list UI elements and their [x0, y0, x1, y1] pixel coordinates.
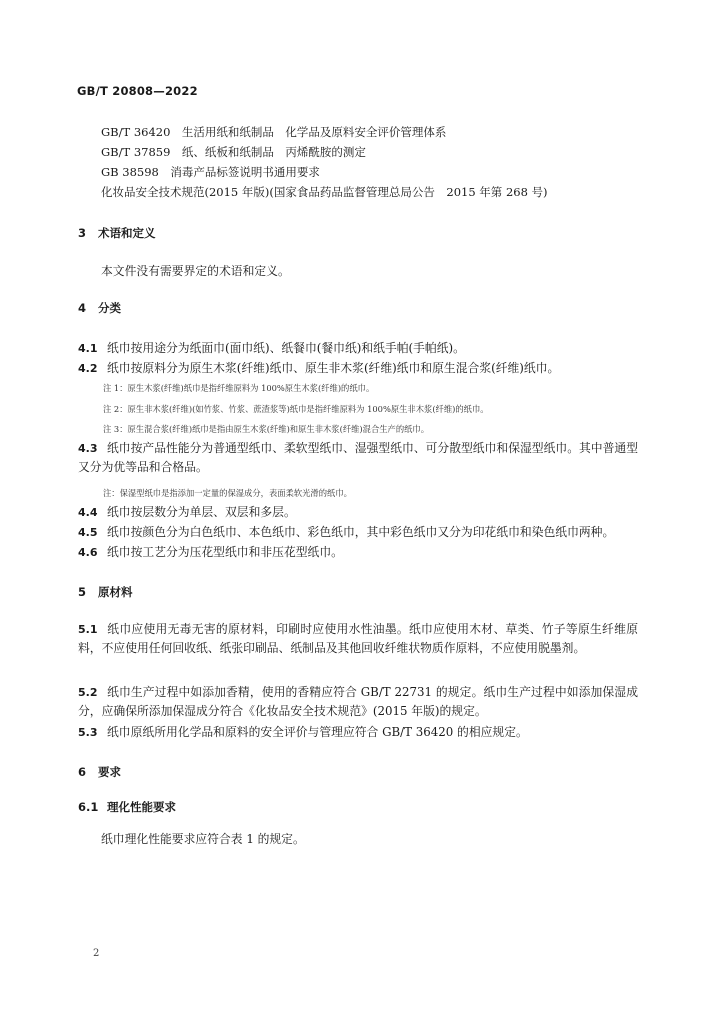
clause-4-6: [78, 543, 343, 560]
subsection-heading-6-1: [78, 799, 176, 815]
clause-4-5: [78, 523, 614, 540]
clause-number: 4.3: [78, 442, 98, 455]
clause-text: 纸巾按原料分为原生木浆(纤维)纸巾、原生非木浆(纤维)纸巾和原生混合浆(纤维)纸巾。: [107, 361, 560, 375]
clause-5-1: [78, 620, 638, 658]
clause-text: 纸巾按用途分为纸面巾(面巾纸)、纸餐巾(餐巾纸)和纸手帕(手帕纸)。: [107, 341, 465, 355]
clause-number: 4.2: [78, 362, 98, 375]
clause-4-1: [78, 339, 465, 356]
section-number: 5: [78, 585, 87, 599]
clause-text: 纸巾按颜色分为白色纸巾、本色纸巾、彩色纸巾，其中彩色纸巾又分为印花纸巾和染色纸巾两种。: [107, 525, 615, 539]
reference-line: GB/T 36420 生活用纸和纸制品 化学品及原料安全评价管理体系: [101, 125, 447, 139]
section-title: 原材料: [98, 585, 133, 599]
section-heading-6: [78, 764, 121, 780]
section-number: 3: [78, 226, 87, 240]
clause-4-4: [78, 503, 296, 520]
clause-number: 5.3: [78, 726, 98, 739]
note-2: 注 2：原生非木浆(纤维)(如竹浆、竹浆、蔗渣浆等)纸巾是指纤维原料为 100%原生非木浆(纤维)的纸巾。: [103, 404, 489, 414]
note-1: 注 1：原生木浆(纤维)纸巾是指纤维原料为 100%原生木浆(纤维)的纸巾。: [103, 383, 375, 393]
section-heading-3: [78, 225, 156, 241]
clause-4-3: [78, 439, 638, 477]
subsection-number: 6.1: [78, 800, 99, 814]
reference-line: 化妆品安全技术规范(2015 年版)(国家食品药品监督管理总局公告 2015 年第 268 号): [101, 185, 548, 199]
clause-number: 4.6: [78, 546, 98, 559]
page-number: 2: [93, 948, 100, 959]
section-heading-5: [78, 584, 133, 600]
section-number: 4: [78, 301, 87, 315]
section-number: 6: [78, 765, 87, 779]
section-3-text: 本文件没有需要界定的术语和定义。: [101, 264, 290, 278]
clause-text: 纸巾原纸所用化学品和原料的安全评价与管理应符合 GB/T 36420 的相应规定。: [107, 725, 528, 739]
clause-text: 纸巾生产过程中如添加香精，使用的香精应符合 GB/T 22731 的规定。纸巾生产过程中如添加保湿成分，应确保所添加保湿成分符合《化妆品安全技术规范》(2015 年版)的规定。: [78, 685, 638, 718]
reference-line: GB/T 37859 纸、纸板和纸制品 丙烯酰胺的测定: [101, 145, 366, 159]
clause-text: 纸巾应使用无毒无害的原材料，印刷时应使用水性油墨。纸巾应使用木材、草类、竹子等原生纤维原料，不应使用任何回收纸、纸张印刷品、纸制品及其他回收纤维状物质作原料，不应使用脱墨剂。: [78, 622, 638, 655]
clause-5-2: [78, 683, 638, 721]
clause-number: 5.1: [78, 623, 98, 636]
clause-number: 4.4: [78, 506, 98, 519]
clause-text: 纸巾按工艺分为压花型纸巾和非压花型纸巾。: [107, 545, 343, 559]
section-title: 分类: [98, 301, 121, 315]
section-title: 要求: [98, 765, 121, 779]
note-3: 注 3：原生混合浆(纤维)纸巾是指由原生木浆(纤维)和原生非木浆(纤维)混合生产的纸巾。: [103, 424, 430, 434]
section-6-1-text: 纸巾理化性能要求应符合表 1 的规定。: [101, 832, 305, 846]
clause-number: 5.2: [78, 686, 98, 699]
clause-text: 纸巾按层数分为单层、双层和多层。: [107, 505, 296, 519]
note-protect: 注：保湿型纸巾是指添加一定量的保湿成分，表面柔软光滑的纸巾。: [103, 488, 352, 498]
standard-code-header: GB/T 20808—2022: [77, 84, 198, 98]
subsection-title: 理化性能要求: [107, 800, 176, 814]
section-title: 术语和定义: [98, 226, 156, 240]
clause-number: 4.5: [78, 526, 98, 539]
clause-number: 4.1: [78, 342, 98, 355]
section-heading-4: [78, 300, 121, 316]
clause-5-3: [78, 723, 528, 740]
reference-line: GB 38598 消毒产品标签说明书通用要求: [101, 165, 320, 179]
clause-text: 纸巾按产品性能分为普通型纸巾、柔软型纸巾、湿强型纸巾、可分散型纸巾和保湿型纸巾。其中普通型又分为优等品和合格品。: [78, 441, 638, 474]
clause-4-2: [78, 359, 559, 376]
